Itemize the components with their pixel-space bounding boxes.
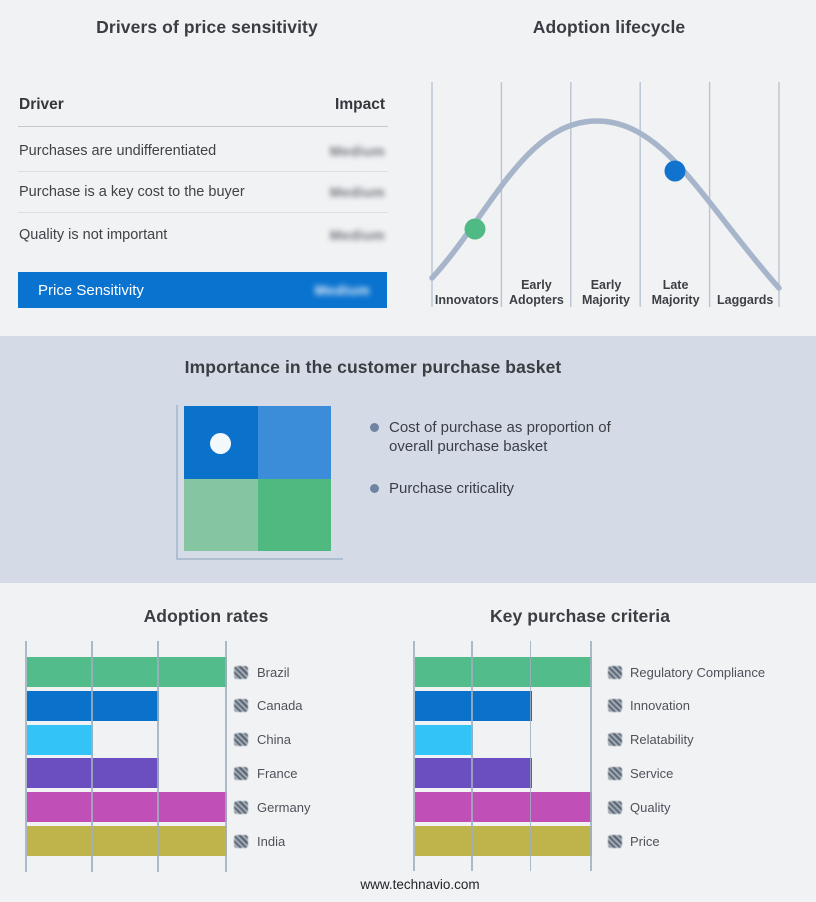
impact-cell-obscured: Medium [329,226,385,243]
adoption-rates-title: Adoption rates [143,606,269,626]
axis-gridline [91,641,93,872]
axis-gridline [590,641,592,871]
legend-swatch-icon [234,767,248,780]
lifecycle-stage-label: Early Adopters [508,278,564,307]
legend-swatch-icon [608,699,622,712]
driver-column-header: Driver [19,96,64,113]
legend-swatch-icon [234,733,248,746]
legend-swatch-icon [608,666,622,679]
legend-label: Service [630,765,674,781]
lifecycle-stage-label: Early Majority [582,278,630,307]
legend-label: Price [630,833,660,849]
legend-label: Quality [630,799,671,815]
lifecycle-panel-title: Adoption lifecycle [532,17,686,37]
legend-label: Brazil [257,664,290,680]
legend-swatch-icon [608,767,622,780]
driver-cell: Purchase is a key cost to the buyer [19,184,245,200]
impact-column-header: Impact [335,96,385,113]
key-purchase-criteria-title: Key purchase criteria [489,606,671,626]
legend-swatch-icon [234,801,248,814]
legend-label: Canada [257,698,303,714]
axis-gridline [157,641,159,872]
legend-swatch-icon [234,699,248,712]
bar-relatability [415,725,473,755]
lifecycle-stage-label: Innovators [434,293,499,307]
axis-gridline [471,641,473,871]
impact-cell-obscured: Medium [314,282,370,298]
bar-germany [27,792,227,822]
basket-panel-title: Importance in the customer purchase basket [184,357,562,377]
website-link: www.technavio.com [360,877,480,892]
driver-cell: Quality is not important [19,226,168,243]
lifecycle-stage-label: Late Majority [651,278,700,307]
bar-china [27,725,93,755]
legend-swatch-icon [608,733,622,746]
legend-swatch-icon [234,666,248,679]
driver-cell: Price Sensitivity [38,281,144,299]
legend-label: Germany [257,799,311,815]
lifecycle-stage-label: Laggards [717,293,774,307]
bar-regulatory-compliance [415,657,592,687]
axis-gridline [413,641,415,871]
bullet-item: Cost of purchase as proportion of overall purchase basket [364,418,644,456]
impact-cell-obscured: Medium [329,184,385,200]
bar-quality [415,792,592,822]
legend-label: France [257,765,298,781]
legend-label: India [257,833,286,849]
legend-label: Regulatory Compliance [630,664,766,680]
axis-gridline [530,641,532,871]
drivers-panel-title: Drivers of price sensitivity [96,17,318,37]
legend-swatch-icon [608,801,622,814]
bar-price [415,826,592,856]
bullet-item: Purchase criticality [364,479,644,498]
bar-france [27,758,159,788]
legend-swatch-icon [608,835,622,848]
legend-label: Relatability [630,732,694,748]
driver-cell: Purchases are undifferentiated [19,143,217,159]
legend-label: Innovation [630,698,690,714]
legend-label: China [257,732,291,748]
axis-gridline [225,641,227,872]
bar-canada [27,691,159,721]
bar-service [415,758,532,788]
legend-swatch-icon [234,835,248,848]
bar-india [27,826,227,856]
impact-cell-obscured: Medium [329,143,385,159]
axis-gridline [25,641,27,872]
bar-brazil [27,657,227,687]
bar-innovation [415,691,532,721]
